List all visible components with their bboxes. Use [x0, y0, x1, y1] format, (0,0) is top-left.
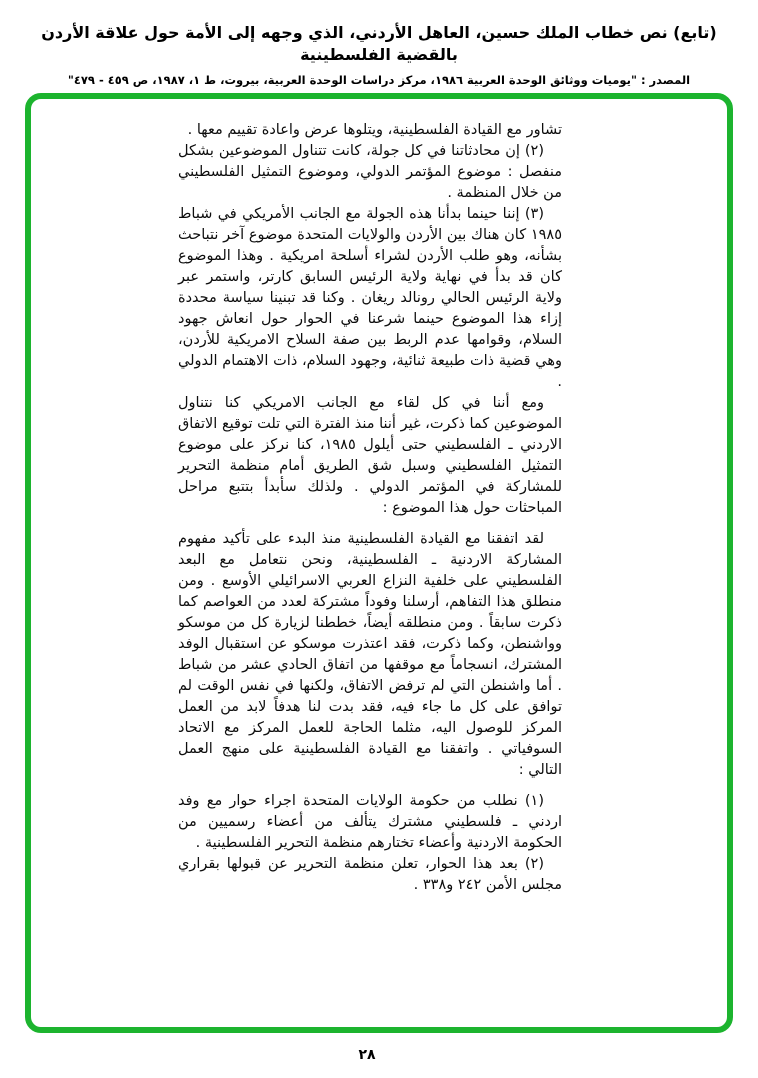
source-citation: المصدر : "يوميات ووثائق الوحدة العربية ١٩٨٦، مركز دراسات الوحدة العربية، بيروت، ط ١، ١٩٨٧، ص ٤٥٩ - ٤٧٩" [67, 73, 691, 87]
paragraph-agreement: لقد اتفقنا مع القيادة الفلسطينية منذ البدء على تأكيد مفهوم المشاركة الاردنية ـ الفلسطينية، ونحن نتعامل مع البعد الفلسطيني على خلفية النزاع العربي الاسرائيلي الأوسع . ومن منطلق هذا التفاهم، أرسلنا وفوداً مشتركة لعدد من العواصم كما ذكرت سابقاً . ومن منطلقه أيضاً، خططنا لزيارة كل من موسكو وواشنطن، وكما ذكرت، فقد اعتذرت موسكو عن استقبال الوفد المشترك، انسجاماً مع موقفها من اتفاق الحادي عشر من شباط . أما واشنطن التي لم ترفض الاتفاق، ولكنها في نفس الوقت لم توافق على كل ما جاء فيه، فقد بدت لنا هدفاً لابد من العمل المركز للوصول اليه، مثلما الحاجة للعمل المركز مع الاتحاد السوفياتي . واتفقنا مع القيادة الفلسطينية على منهج العمل التالي : [178, 531, 562, 778]
body-text-column [178, 120, 562, 896]
page-footer [0, 1044, 734, 1063]
page-number: ٢٨ [358, 1047, 376, 1063]
paragraph-plan-item-1: (١) نطلب من حكومة الولايات المتحدة اجراء حوار مع وفد اردني ـ فلسطيني مشترك يتألف من أعضاء رسميين من الحكومة الاردنية وأعضاء تختارهم منظمة التحرير الفلسطينية . [178, 793, 562, 851]
paragraph-point-2: (٢) إن محادثاتنا في كل جولة، كانت تتناول الموضوعين بشكل منفصل : موضوع المؤتمر الدولي، وموضوع التمثيل الفلسطيني من خلال المنظمة . [178, 143, 562, 201]
paragraph-meetings: ومع أننا في كل لقاء مع الجانب الامريكي كنا نتناول الموضوعين كما ذكرت، غير أننا منذ الفترة التي تلت توقيع الاتفاق الاردني ـ الفلسطيني حتى أيلول ١٩٨٥، كنا نركز على موضوع التمثيل الفلسطيني وسبل شق الطريق أمام منظمة التحرير للمشاركة في المؤتمر الدولي . ولذلك سأبدأ بتتبع مراحل المباحثات حول هذا الموضوع : [178, 395, 562, 516]
paragraph-point-3: (٣) إننا حينما بدأنا هذه الجولة مع الجانب الأمريكي في شباط ١٩٨٥ كان هناك بين الأردن والولايات المتحدة موضوع آخر نتباحث بشأنه، وهو طلب الأردن لشراء أسلحة امريكية . وهذا الموضوع كان قد بدأ في نهاية ولاية الرئيس السابق كارتر، واستمر عبر ولاية الرئيس الحالي رونالد ريغان . وكنا قد تبنينا سياسة محددة إزاء هذا الموضوع حينما شرعنا في الحوار حول انعاش جهود السلام، وقوامها عدم الربط بين صفة السلاح الامريكية للأردن، وهي قضية ذات طبيعة ثنائية، وجهود السلام، ذات الاهتمام الدولي . [178, 206, 562, 390]
page-header [0, 22, 758, 87]
paragraph-continuation: تشاور مع القيادة الفلسطينية، ويتلوها عرض واعادة تقييم معها . [187, 122, 562, 138]
document-title: (تابع) نص خطاب الملك حسين، العاهل الأردني، الذي وجهه إلى الأمة حول علاقة الأردن بالقضية الفلسطينية [41, 23, 717, 64]
paragraph-plan-item-2: (٢) بعد هذا الحوار، تعلن منظمة التحرير عن قبولها بقراري مجلس الأمن ٢٤٢ و٣٣٨ . [178, 856, 562, 893]
